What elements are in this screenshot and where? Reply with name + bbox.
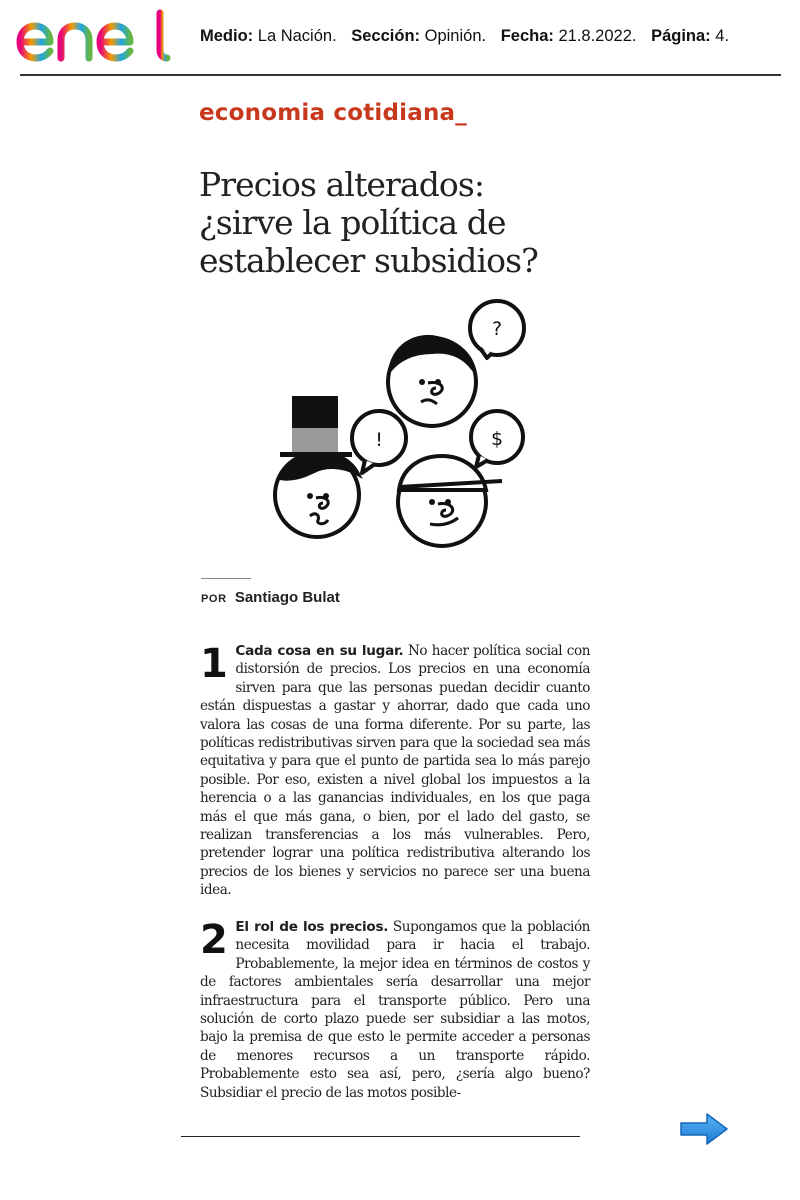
byline-prefix: POR — [201, 593, 227, 605]
bubble-question: ? — [491, 318, 503, 340]
dollar-bubble — [471, 411, 523, 467]
point-number: 2 — [200, 917, 228, 963]
author-name: Santiago Bulat — [234, 589, 340, 606]
headline-line: Precios alterados: — [199, 165, 485, 204]
footer-divider — [181, 1136, 580, 1137]
fecha-label: Fecha: — [500, 27, 554, 45]
medio-label: Medio: — [200, 27, 254, 45]
header-divider — [20, 74, 781, 76]
three-faces-illustration — [272, 290, 540, 555]
seccion-value: Opinión. — [424, 27, 487, 45]
face-top — [388, 337, 476, 426]
point-text: Supongamos que la población necesita movilidad para ir hacia el trabajo. Probablemente, la mejor idea en términos de costos y de factores ambientales sería desarrollar una mejor infraestructura para el transporte público. Pero una solución de corto plazo puede ser subsidiar a las motos, bajo la premisa de que esto le permite acceder a personas de menores recursos a un transporte rápido. Probablemente esto sea así, pero, ¿sería algo bueno? Subsidiar el precio de las motos posible- — [200, 919, 590, 1101]
medio-value: La Nación. — [257, 27, 337, 45]
headline-line: establecer subsidios? — [199, 241, 538, 280]
exclamation-bubble — [352, 411, 406, 473]
seccion-label: Sección: — [351, 27, 421, 45]
face-right — [398, 456, 502, 546]
section-tag: economia cotidiana_ — [199, 100, 467, 126]
pagina-value: 4. — [715, 27, 730, 45]
bubble-exclamation: ! — [375, 429, 383, 451]
fecha-value: 21.8.2022. — [558, 27, 637, 45]
point-text: No hacer política social con distorsión de precios. Los precios en una economía sirven para que las personas puedan decidir cuanto están dispuestas a gastar y ahorrar, dado que cada uno valora las cosas de una forma diferente. Por su parte, las políticas redistributivas sirven para que la sociedad sea más equitativa y para que el punto de partida sea lo más parejo posible. Por eso, existen a nivel global los impuestos a la herencia o a las ganancias individuales, en los que paga más el que más gana, o bien, por el lado del gasto, se realizan transferencias a los más vulnerables. Pero, pretender lograr una política redistributiva alterando los precios de los bienes y servicios no parece ser una buena idea. — [200, 643, 591, 899]
headline-line: ¿sirve la política de — [199, 203, 506, 242]
arrow-right-icon[interactable] — [679, 1112, 729, 1146]
point-lead: Cada cosa en su lugar. — [235, 643, 404, 659]
byline-divider — [201, 578, 251, 579]
point-number: 1 — [200, 641, 228, 687]
article-point — [200, 642, 590, 900]
face-left — [275, 396, 359, 537]
byline — [201, 589, 340, 606]
headline — [199, 166, 619, 280]
article-point — [200, 917, 590, 1101]
point-lead: El rol de los precios. — [235, 919, 389, 935]
pagina-label: Página: — [651, 27, 711, 45]
header-metadata — [200, 27, 729, 46]
question-bubble — [470, 301, 524, 358]
bubble-dollar: $ — [490, 428, 504, 450]
enel-logo — [16, 10, 172, 68]
